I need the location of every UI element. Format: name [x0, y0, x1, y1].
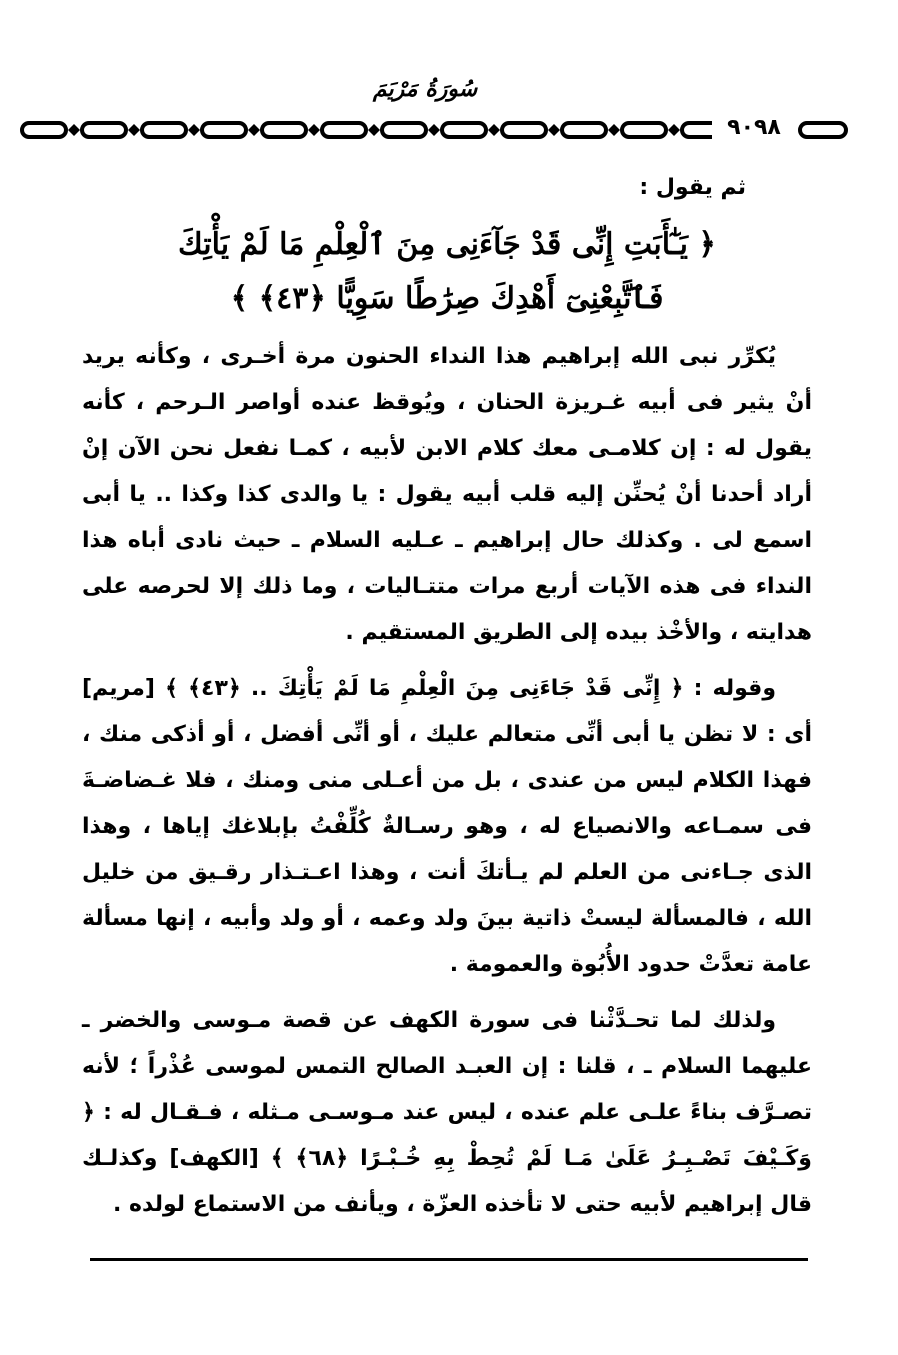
chain-link — [142, 123, 186, 137]
chain-link — [622, 123, 666, 137]
verse-line-1: ﴿ يَـٰٓأَبَتِ إِنِّى قَدْ جَآءَنِى مِنَ ٱلْعِلْمِ مَا لَمْ يَأْتِكَ — [177, 227, 717, 262]
chain-diamond — [308, 124, 320, 136]
chain-diamond — [608, 124, 620, 136]
paragraph-2: وقوله : ﴿ إِنِّى قَدْ جَاءَنِى مِنَ الْعِلْمِ مَا لَمْ يَأْتِكَ .. ﴿٤٣﴾ ﴾ [مريم] أى : لا تظن يا أبى أنِّى متعالم عليك ، أو أنِّى أفضل ، أو أذكى منك ، فهذا الكلام ليس من عندى ، بل من أعـلى منى ومنك ، فلا غـضاضـةَ فى سمـاعه والانصياع له ، وهو رسـالةٌ كُلِّفْتُ بإبلاغك إياها ، وهذا الذى جـاءنى من العلم لم يـأتكَ أنت ، وهذا اعـتـذار رقـيق من خليل الله ، فالمسألة ليستْ ذاتية بينَ ولد وعمه ، أو ولد وأبيه ، إنها مسألة عامة تعدَّتْ حدود الأُبُوة والعمومة . — [82, 676, 812, 977]
surah-title: سُورَةُ مَرْيَمَ — [372, 76, 478, 102]
chain-diamond — [248, 124, 260, 136]
chain-diamond — [668, 124, 680, 136]
quran-verse — [82, 218, 812, 326]
chain-diamond — [548, 124, 560, 136]
chain-diamond — [428, 124, 440, 136]
chain-link — [82, 123, 126, 137]
page-number: ٩٠٩٨ — [727, 115, 781, 140]
page-body — [82, 168, 812, 1238]
chain-diamond — [368, 124, 380, 136]
footer-rule — [90, 1258, 808, 1261]
chain-link — [322, 123, 366, 137]
chain-diamond — [188, 124, 200, 136]
chain-link — [22, 123, 66, 137]
paragraph-1: يُكرِّر نبى الله إبراهيم هذا النداء الحنون مرة أخـرى ، وكأنه يريد أنْ يثير فى أبيه غـريزة الحنان ، ويُوقظ عنده أواصر الـرحم ، كأنه يقول له : إن كلامـى معك كلام الابن لأبيه ، كمـا نفعل نحن الآن إنْ أراد أحدنا أنْ يُحنِّن إليه قلب أبيه يقول : يا والدى كذا وكذا .. يا أبى اسمع لى . وكذلك حال إبراهيم ـ عـليه السلام ـ حيث نادى أباه هذا النداء فى هذه الآيات أربع مرات متتـاليات ، وما ذلك إلا لحرصه على هدايته ، والأخْذ بيده إلى الطريق المستقيم . — [82, 344, 812, 645]
intro-text: ثم يقول : — [639, 175, 746, 200]
chain-diamond — [68, 124, 80, 136]
chain-link — [262, 123, 306, 137]
chain-link — [202, 123, 246, 137]
chain-link — [800, 123, 846, 137]
paragraph-3: ولذلك لما تحـدَّثْنا فى سورة الكهف عن قصة مـوسى والخضر ـ عليهما السلام ـ ، قلنا : إن العبـد الصالح التمس لموسى عُذْراً ؛ لأنه تصـرَّف بناءً علـى علم عنده ، ليس عند مـوسـى مـثله ، فـقـال له : ﴿ وَكَـيْفَ تَصْـبِـرُ عَلَىٰ مَـا لَمْ تُحِطْ بِهِ خُـبْـرًا ﴿٦٨﴾ ﴾ [الكهف] وكذلـك قال إبراهيم لأبيه حتى لا تأخذه العزّة ، ويأنف من الاستماع لولده . — [82, 1008, 812, 1217]
chain-link — [382, 123, 426, 137]
chain-link — [502, 123, 546, 137]
chain-diamond — [488, 124, 500, 136]
verse-line-2: فَٱتَّبِعْنِىٓ أَهْدِكَ صِرَٰطًا سَوِيًّا ﴿٤٣﴾ ﴾ — [230, 281, 664, 316]
chain-link — [562, 123, 606, 137]
chain-link — [442, 123, 486, 137]
chain-diamond — [128, 124, 140, 136]
